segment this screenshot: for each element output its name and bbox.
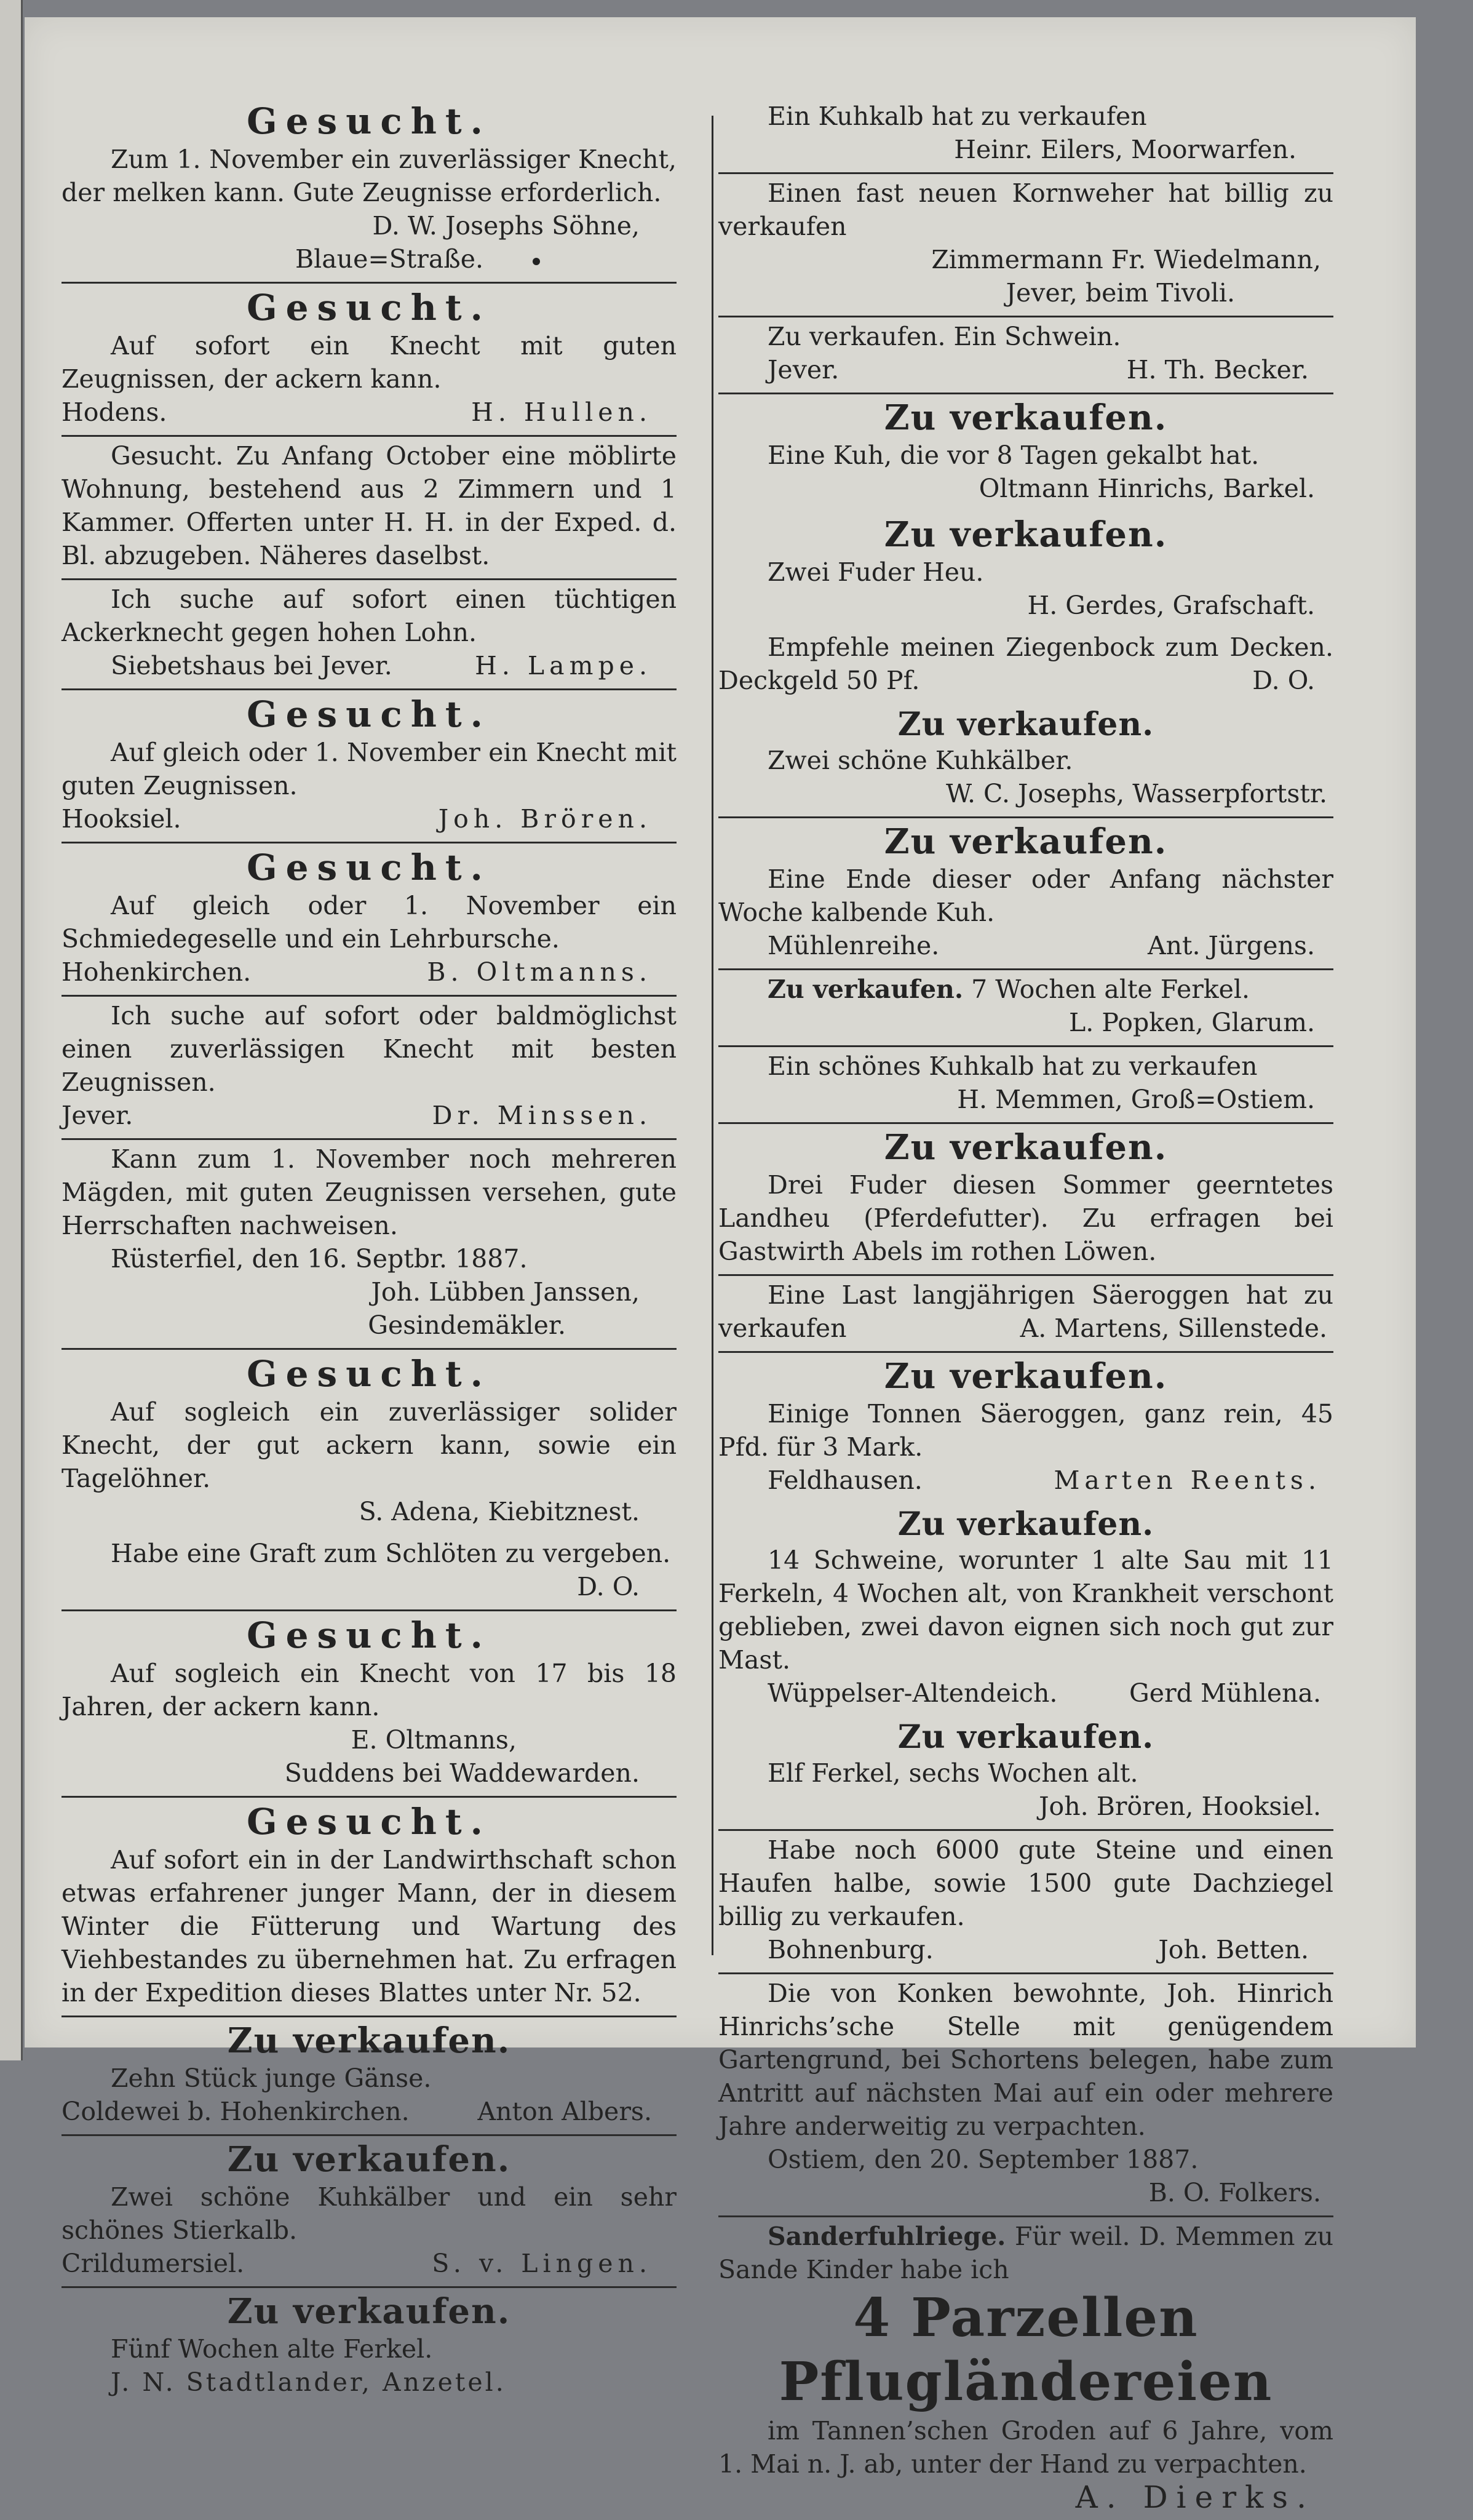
ad-signature: D. O.: [1252, 666, 1315, 695]
classified-ad: [718, 1276, 1333, 1353]
classified-ad: [62, 1140, 677, 1350]
ad-heading: Gesucht.: [247, 287, 491, 329]
ad-name: H. Lampe.: [475, 651, 652, 680]
ad-signature: Jever, beim Tivoli.: [1006, 278, 1235, 308]
ad-lead: Sanderfuhlriege.: [768, 2222, 1006, 2251]
ad-heading: Zu verkaufen.: [897, 706, 1154, 743]
ad-place: Coldewei b. Hohenkirchen.: [62, 2097, 410, 2126]
classified-ad: [718, 511, 1333, 628]
ad-text: Habe eine Graft zum Schlöten zu vergeben.: [111, 1539, 671, 1568]
ad-text: Eine Ende dieser oder Anfang nächster Woche kalbende Kuh.: [718, 864, 1333, 927]
classified-ad: [62, 1611, 677, 1798]
ad-text: Auf gleich oder 1. November ein Knecht mit guten Zeugnissen.: [62, 738, 677, 800]
ad-text: Kann zum 1. November noch mehreren Mägden, mit guten Zeugnissen versehen, gute Herrschaften nachweisen.: [62, 1144, 677, 1240]
ad-address: Suddens bei Waddewarden.: [284, 1758, 640, 1788]
ad-signature: S. Adena, Kiebitznest.: [359, 1497, 640, 1526]
ad-text: Eine Last langjährigen Säeroggen hat zu verkaufen: [718, 1280, 1333, 1343]
ad-text: Elf Ferkel, sechs Wochen alt.: [768, 1758, 1138, 1788]
ad-signature: H. Memmen, Groß=Ostiem.: [957, 1085, 1315, 1114]
ad-text: Zwei Fuder Heu.: [768, 557, 984, 587]
ad-heading: Zu verkaufen.: [227, 2020, 511, 2061]
ad-text: Habe noch 6000 gute Steine und einen Haufen halbe, sowie 1500 gute Dachziegel billig zu verkaufen.: [718, 1835, 1333, 1931]
ad-text: Fünf Wochen alte Ferkel.: [111, 2334, 433, 2364]
ad-signature: Oltmann Hinrichs, Barkel.: [979, 474, 1315, 503]
ad-heading: Gesucht.: [247, 100, 491, 142]
ad-signature: H. Gerdes, Grafschaft.: [1027, 591, 1315, 620]
ad-text: Drei Fuder diesen Sommer geerntetes Landheu (Pferdefutter). Zu erfragen bei Gastwirth Abels im rothen Löwen.: [718, 1170, 1333, 1266]
ad-signature: B. O. Folkers.: [1148, 2178, 1321, 2207]
ad-place: Hodens.: [62, 397, 167, 427]
ad-heading: Zu verkaufen.: [227, 2291, 511, 2332]
ad-text: Empfehle meinen Ziegenbock zum Decken. Deckgeld 50 Pf.: [718, 632, 1333, 695]
ad-lead: Zu verkaufen.: [768, 975, 964, 1004]
ad-signature: W. C. Josephs, Wasserpfortstr.: [946, 779, 1327, 808]
ad-heading: Zu verkaufen.: [884, 1127, 1168, 1168]
classified-ad: [718, 1716, 1333, 1831]
ad-text: 14 Schweine, worunter 1 alte Sau mit 11 Ferkeln, 4 Wochen alt, von Krankheit verschont geblieben, zwei davon eignen sich noch gut zur Mast.: [718, 1545, 1333, 1675]
classified-ad: [718, 1503, 1333, 1716]
ad-name: Dr. Minssen.: [432, 1101, 652, 1130]
ad-signature: D. O.: [577, 1572, 640, 1601]
classified-ad: [62, 690, 677, 843]
ad-place: Hohenkirchen.: [62, 957, 252, 987]
classified-ad: [62, 2288, 677, 2405]
classified-ad: [62, 1350, 677, 1534]
ad-signature: A. Martens, Sillenstede.: [1020, 1314, 1327, 1343]
ad-name: S. v. Lingen.: [432, 2249, 652, 2278]
ad-name: H. Hullen.: [471, 397, 652, 427]
classified-ad: [62, 97, 677, 284]
ad-text: Die von Konken bewohnte, Joh. Hinrich Hinrichs’sche Stelle mit genügendem Gartengrund, bei Schortens belegen, habe zum Antritt auf nächsten Mai auf ein oder mehrere Jahre anderweitig zu verpachten.: [718, 1979, 1333, 2141]
ad-signature: Joh. Lübben Janssen,: [371, 1277, 640, 1307]
ad-text: Für weil. D. Memmen zu Sande Kinder habe ich: [718, 2222, 1333, 2284]
ad-text: Zu verkaufen. Ein Schwein.: [768, 322, 1121, 351]
ad-place: Hooksiel.: [62, 804, 181, 834]
classified-ad: [718, 1047, 1333, 1124]
classified-ad: [718, 1974, 1333, 2217]
ad-heading: Zu verkaufen.: [897, 1718, 1154, 1756]
classified-ad: [718, 1124, 1333, 1276]
ad-text: Ich suche auf sofort einen tüchtigen Ackerknecht gegen hohen Lohn.: [62, 584, 677, 647]
classified-ad: [62, 1534, 677, 1611]
ad-heading: Gesucht.: [247, 847, 491, 888]
ad-text: Einige Tonnen Säeroggen, ganz rein, 45 Pfd. für 3 Mark.: [718, 1399, 1333, 1462]
newspaper-page: [25, 17, 1416, 2515]
right-column: [718, 97, 1333, 2520]
ad-name: B. Oltmanns.: [427, 957, 652, 987]
bullet-icon: [533, 258, 540, 265]
classified-ad: [62, 580, 677, 690]
ad-heading: Zu verkaufen.: [884, 397, 1168, 438]
classified-ad: [62, 2017, 677, 2136]
classified-ad: [62, 437, 677, 580]
ad-place: Jever.: [768, 355, 840, 385]
ad-name: H. Th. Becker.: [1126, 355, 1309, 385]
ad-name: Ant. Jürgens.: [1148, 931, 1315, 960]
adjacent-page-edge: [0, 0, 23, 2060]
ad-text: 7 Wochen alte Ferkel.: [971, 975, 1250, 1004]
ad-place: Jever.: [62, 1101, 133, 1130]
ad-place: Mühlenreihe.: [768, 931, 940, 960]
classified-ad: [62, 284, 677, 437]
classified-ad: [718, 1353, 1333, 1503]
classified-ad: [718, 703, 1333, 818]
ad-text: Eine Kuh, die vor 8 Tagen gekalbt hat.: [768, 441, 1260, 470]
left-column: [62, 97, 677, 2405]
ad-place: Feldhausen.: [768, 1465, 923, 1495]
ad-text: Ein schönes Kuhkalb hat zu verkaufen: [768, 1051, 1258, 1081]
classified-ad: [718, 628, 1333, 703]
ad-address: Blaue=Straße.: [295, 244, 483, 274]
ad-text: Zehn Stück junge Gänse.: [111, 2063, 432, 2093]
ad-signature: Heinr. Eilers, Moorwarfen.: [954, 135, 1296, 164]
classified-ad: [62, 2136, 677, 2288]
ad-heading: Zu verkaufen.: [884, 514, 1168, 555]
ad-signature: Joh. Brören, Hooksiel.: [1039, 1792, 1321, 1821]
ad-heading: Gesucht.: [247, 693, 491, 735]
ad-text: Einen fast neuen Kornweher hat billig zu verkaufen: [718, 178, 1333, 241]
ad-name: Joh. Betten.: [1158, 1935, 1309, 1964]
ad-name: Anton Albers.: [477, 2097, 652, 2126]
ad-name: Gerd Mühlena.: [1129, 1678, 1321, 1708]
classified-ad: [718, 394, 1333, 511]
ad-place: Wüppelser-Altendeich.: [768, 1678, 1058, 1708]
classified-ad: [62, 1798, 677, 2017]
ad-signature: A. Dierks.: [1075, 2479, 1315, 2515]
ad-name: Zimmermann Fr. Wiedelmann,: [931, 245, 1321, 274]
ad-date: Ostiem, den 20. September 1887.: [768, 2145, 1199, 2174]
ad-name: Marten Reents.: [1054, 1465, 1321, 1495]
ad-text: Ein Kuhkalb hat zu verkaufen: [768, 102, 1147, 131]
ad-signature: E. Oltmanns,: [351, 1725, 517, 1755]
classified-ad: [718, 818, 1333, 970]
classified-ad: [718, 1831, 1333, 1974]
classified-ad: [62, 843, 677, 997]
ad-text: Auf sofort ein Knecht mit guten Zeugnissen, der ackern kann.: [62, 331, 677, 394]
ad-heading: Gesucht.: [247, 1801, 491, 1843]
classified-ad: [718, 970, 1333, 1047]
ad-heading: Zu verkaufen.: [897, 1505, 1154, 1543]
ad-heading: Gesucht.: [247, 1353, 491, 1395]
ad-text: Auf sogleich ein Knecht von 17 bis 18 Jahren, der ackern kann.: [62, 1659, 677, 1721]
ad-heading: Zu verkaufen.: [884, 1356, 1168, 1397]
ad-address: Gesindemäkler.: [368, 1310, 566, 1340]
ad-signature: D. W. Josephs Söhne,: [372, 211, 640, 241]
ad-place: Siebetshaus bei Jever.: [111, 651, 392, 680]
classified-ad: [718, 174, 1333, 317]
classified-ad: [62, 997, 677, 1140]
ad-signature: L. Popken, Glarum.: [1069, 1008, 1315, 1037]
ad-heading: Gesucht.: [247, 1614, 491, 1656]
ad-place: Bohnenburg.: [768, 1935, 934, 1964]
classified-ad: [718, 2217, 1333, 2520]
ad-name: Joh. Brören.: [438, 804, 652, 834]
ad-heading: Zu verkaufen.: [884, 821, 1168, 862]
ad-text: Gesucht. Zu Anfang October eine möblirte Wohnung, bestehend aus 2 Zimmern und 1 Kammer. Offerten unter H. H. in der Exped. d. Bl. abzugeben. Näheres daselbst.: [62, 441, 677, 570]
ad-text: Zwei schöne Kuhkälber und ein sehr schönes Stierkalb.: [62, 2182, 677, 2245]
classified-ad: [718, 317, 1333, 394]
ad-text: Auf sogleich ein zuverlässiger solider Knecht, der gut ackern kann, sowie ein Tagelöhner.: [62, 1397, 677, 1493]
classified-ad: [718, 97, 1333, 174]
ad-text: Auf gleich oder 1. November ein Schmiedegeselle und ein Lehrbursche.: [62, 891, 677, 954]
ad-text: Zum 1. November ein zuverlässiger Knecht, der melken kann. Gute Zeugnisse erforderlich.: [62, 145, 677, 207]
ad-signature: J. N. Stadtlander, Anzetel.: [111, 2367, 506, 2397]
ad-date: Rüsterfiel, den 16. Septbr. 1887.: [111, 1244, 528, 1274]
ad-text-2: im Tannen’schen Groden auf 6 Jahre, vom 1. Mai n. J. ab, unter der Hand zu verpachten.: [718, 2416, 1333, 2479]
ad-text: Zwei schöne Kuhkälber.: [768, 746, 1073, 775]
ad-place: Crildumersiel.: [62, 2249, 245, 2278]
ad-text: Auf sofort ein in der Landwirthschaft schon etwas erfahrener junger Mann, der in diesem Winter die Fütterung und Wartung des Viehbestandes zu übernehmen hat. Zu erfragen in der Expedition dieses Blattes unter Nr. 52.: [62, 1845, 677, 2008]
column-divider: [712, 116, 713, 1955]
ad-heading: Zu verkaufen.: [227, 2139, 511, 2180]
ad-text: Ich suche auf sofort oder baldmöglichst einen zuverlässigen Knecht mit besten Zeugnissen.: [62, 1001, 677, 1097]
ad-big-heading: 4 Parzellen Pflugländereien: [779, 2287, 1273, 2413]
